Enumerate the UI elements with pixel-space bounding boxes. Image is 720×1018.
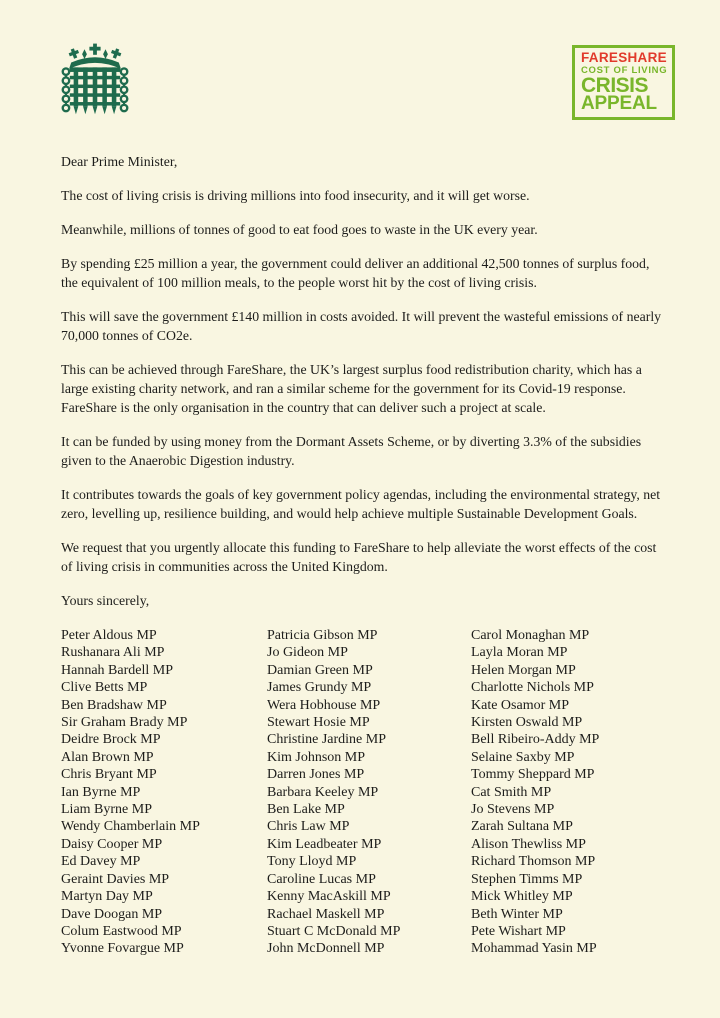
signatory-name: Kim Leadbeater MP [267,836,382,852]
signatory-name: Chris Law MP [267,819,350,835]
signatory-name: Peter Aldous MP [61,628,157,643]
signatory-name: Kate Osamor MP [471,697,569,713]
signatory-name: Bell Ribeiro-Addy MP [471,732,600,748]
signatory-name: Stewart Hosie MP [267,715,370,731]
letter-paragraph: We request that you urgently allocate this funding to FareShare to help alleviate the worst effects of the cost of living crisis in communities across the United Kingdom. [61,540,657,574]
letter-paragraph: Meanwhile, millions of tonnes of good to eat food goes to waste in the UK every year. [61,222,538,237]
signatory-name: Cat Smith MP [471,784,552,800]
signatory-name: Rushanara Ali MP [61,645,165,661]
signatories-column-1 [61,627,267,958]
signatory-name: Jo Gideon MP [267,645,348,661]
letter-paragraph: This will save the government £140 million in costs avoided. It will prevent the wasteful emissions of nearly 70,000 tonnes of CO2e. [61,309,662,343]
signatory-name: Selaine Saxby MP [471,749,575,765]
signatory-name: Damian Green MP [267,662,373,678]
letter-paragraph: By spending £25 million a year, the government could deliver an additional 42,500 tonnes of surplus food, the equivalent of 100 million meals, to the people worst hit by the cost of living crisis. [61,256,650,290]
signatory-name: Helen Morgan MP [471,662,576,678]
signatory-name: Zarah Sultana MP [471,819,573,835]
signatory-name: Christine Jardine MP [267,732,386,748]
signatory-name: Tommy Sheppard MP [471,767,595,783]
signatory-name: Mick Whitley MP [471,889,573,905]
signatory-name: Pete Wishart MP [471,923,566,939]
letter-body [61,152,667,958]
signatory-name: Hannah Bardell MP [61,662,173,678]
signatory-name: Kirsten Oswald MP [471,715,583,731]
signatory-name: Sir Graham Brady MP [61,715,188,731]
signatory-name: Darren Jones MP [267,767,365,783]
signatory-name: Wendy Chamberlain MP [61,819,200,835]
signatory-name: Tony Lloyd MP [267,854,357,870]
signatory-name: Richard Thomson MP [471,854,596,870]
signatory-name: Beth Winter MP [471,906,563,922]
signatory-name: Dave Doogan MP [61,906,163,922]
signatory-name: Stephen Timms MP [471,871,583,887]
signatory-name: Daisy Cooper MP [61,836,163,852]
signatory-name: Kenny MacAskill MP [267,889,391,905]
letter-paragraph: It can be funded by using money from the Dormant Assets Scheme, or by diverting 3.3% of the subsidies given to the Anaerobic Digestion industry. [61,434,642,468]
signatory-name: John McDonnell MP [267,941,385,957]
signatory-name: Rachael Maskell MP [267,906,385,922]
signatory-name: Jo Stevens MP [471,802,555,818]
signatory-name: Layla Moran MP [471,645,568,661]
salutation: Dear Prime Minister, [61,154,178,169]
signatory-name: Colum Eastwood MP [61,923,182,939]
signatory-name: Wera Hobhouse MP [267,697,381,713]
letter-paragraph: It contributes towards the goals of key government policy agendas, including the environmental strategy, net zero, levelling up, resilience building, and would help achieve multiple Sustainable Development Goals. [61,487,661,521]
letter-paragraphs [61,186,667,576]
signatory-name: Deidre Brock MP [61,732,161,748]
signatory-name: Ben Bradshaw MP [61,697,167,713]
signatory-name: Barbara Keeley MP [267,784,379,800]
signatory-name: Geraint Davies MP [61,871,170,887]
fareshare-logo-crisis: CRISIS [581,74,649,97]
signatories-column-3 [471,627,667,958]
signatory-name: Clive Betts MP [61,680,148,696]
fareshare-logo-appeal: APPEAL [581,93,657,114]
letter-paragraph: The cost of living crisis is driving millions into food insecurity, and it will get worse. [61,188,530,203]
signatory-name: Stuart C McDonald MP [267,923,401,939]
signatories-column-2 [267,627,471,958]
signatory-name: Caroline Lucas MP [267,871,376,887]
signatory-name: Ben Lake MP [267,802,345,818]
signatory-name: Patricia Gibson MP [267,628,378,643]
signatory-name: Martyn Day MP [61,889,153,905]
signatory-name: Alan Brown MP [61,749,154,765]
signatory-name: Mohammad Yasin MP [471,941,597,957]
signatory-name: Kim Johnson MP [267,749,366,765]
signatory-name: Carol Monaghan MP [471,628,590,643]
fareshare-logo-brand: FARESHARE [581,50,667,65]
letter-paragraph: This can be achieved through FareShare, the UK’s largest surplus food redistribution charity, which has a large existing charity network, and ran a similar scheme for the government for its Covid-19 response. FareShare is the only organisation in the country that can deliver such a project at scale. [61,362,642,415]
signatory-name: Alison Thewliss MP [471,836,586,852]
signatory-name: James Grundy MP [267,680,372,696]
signatory-name: Yvonne Fovargue MP [61,941,184,957]
signatories [61,627,667,958]
signatory-name: Liam Byrne MP [61,802,152,818]
fareshare-appeal-logo [572,45,675,120]
closing: Yours sincerely, [61,593,150,608]
uk-parliament-portcullis-icon [60,42,130,118]
signatory-name: Chris Bryant MP [61,767,157,783]
signatory-name: Ed Davey MP [61,854,141,870]
fareshare-logo-subtitle: COST OF LIVING [581,65,668,76]
signatory-name: Charlotte Nichols MP [471,680,594,696]
signatory-name: Ian Byrne MP [61,784,141,800]
